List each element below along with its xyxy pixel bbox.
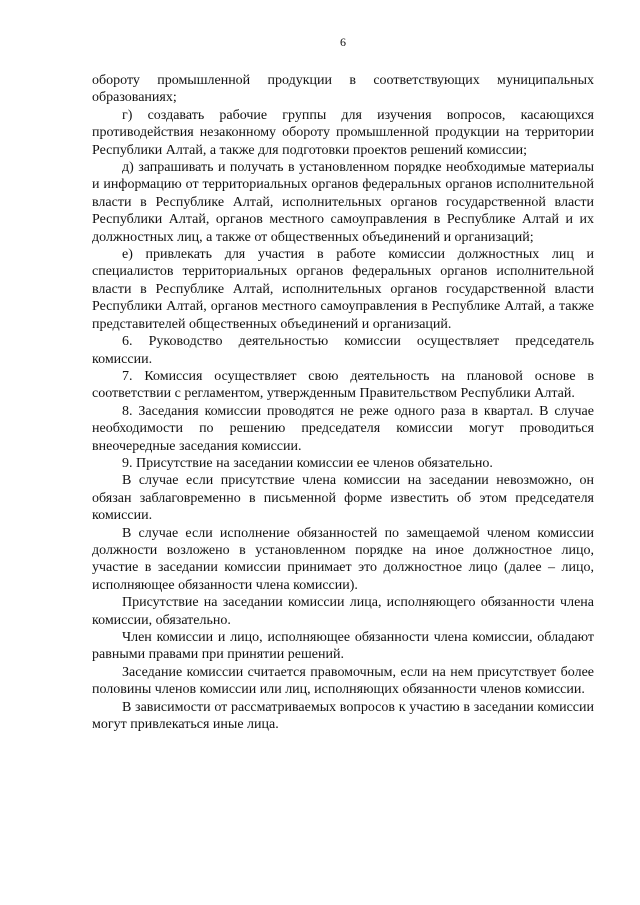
- paragraph-9: 9. Присутствие на заседании комиссии ее членов обязательно.: [122, 455, 493, 471]
- paragraph-continuation: обороту промышленной продукции в соответствующих муниципальных образованиях;: [92, 73, 594, 106]
- document-body: [92, 72, 594, 733]
- paragraph-6: 6. Руководство деятельностью комиссии осуществляет председатель комиссии.: [92, 334, 594, 367]
- paragraph-absence: В случае если присутствие члена комиссии на заседании невозможно, он обязан заблаговременно в письменной форме известить об этом председателя комиссии.: [92, 473, 594, 524]
- paragraph-item-d: д) запрашивать и получать в установленном порядке необходимые материалы и информацию от территориальных органов федеральных органов исполнительной власти в Республике Алтай, исполнительных органов государственной власти Республики Алтай, органов местного самоуправления в Республике Алтай и их должностных лиц, а также от общественных объединений и организаций;: [92, 160, 594, 245]
- paragraph-quorum: Заседание комиссии считается правомочным, если на нем присутствует более половины членов комиссии или лиц, исполняющих обязанности членов комиссии.: [92, 664, 594, 698]
- paragraph-other-persons: В зависимости от рассматриваемых вопросов к участию в заседании комиссии могут привлекаться иные лица.: [92, 699, 594, 733]
- paragraph-8: 8. Заседания комиссии проводятся не реже одного раза в квартал. В случае необходимости по решению председателя комиссии могут проводиться внеочередные заседания комиссии.: [92, 403, 594, 454]
- paragraph-item-g: г) создавать рабочие группы для изучения вопросов, касающихся противодействия незаконному обороту промышленной продукции на территории Республики Алтай, а также для подготовки проектов решений комиссии;: [92, 107, 594, 158]
- paragraph-equal-rights: Член комиссии и лицо, исполняющее обязанности члена комиссии, обладают равными правами при принятии решений.: [92, 630, 594, 663]
- page-number: 6: [340, 35, 346, 49]
- paragraph-acting-presence: Присутствие на заседании комиссии лица, исполняющего обязанности члена комиссии, обязательно.: [92, 595, 594, 628]
- paragraph-acting-member: В случае если исполнение обязанностей по замещаемой членом комиссии должности возложено в установленном порядке на иное должностное лицо, участие в заседании комиссии принимает это должностное лицо (далее – лицо, исполняющее обязанности члена комиссии).: [92, 525, 594, 593]
- paragraph-7: 7. Комиссия осуществляет свою деятельность на плановой основе в соответствии с регламентом, утвержденным Правительством Республики Алтай.: [92, 368, 594, 402]
- paragraph-item-e: е) привлекать для участия в работе комиссии должностных лиц и специалистов территориальных органов федеральных органов исполнительной власти в Республике Алтай, исполнительных органов государственной власти Республики Алтай, органов местного самоуправления в Республике Алтай, а также представителей общественных объединений и организаций.: [92, 247, 594, 332]
